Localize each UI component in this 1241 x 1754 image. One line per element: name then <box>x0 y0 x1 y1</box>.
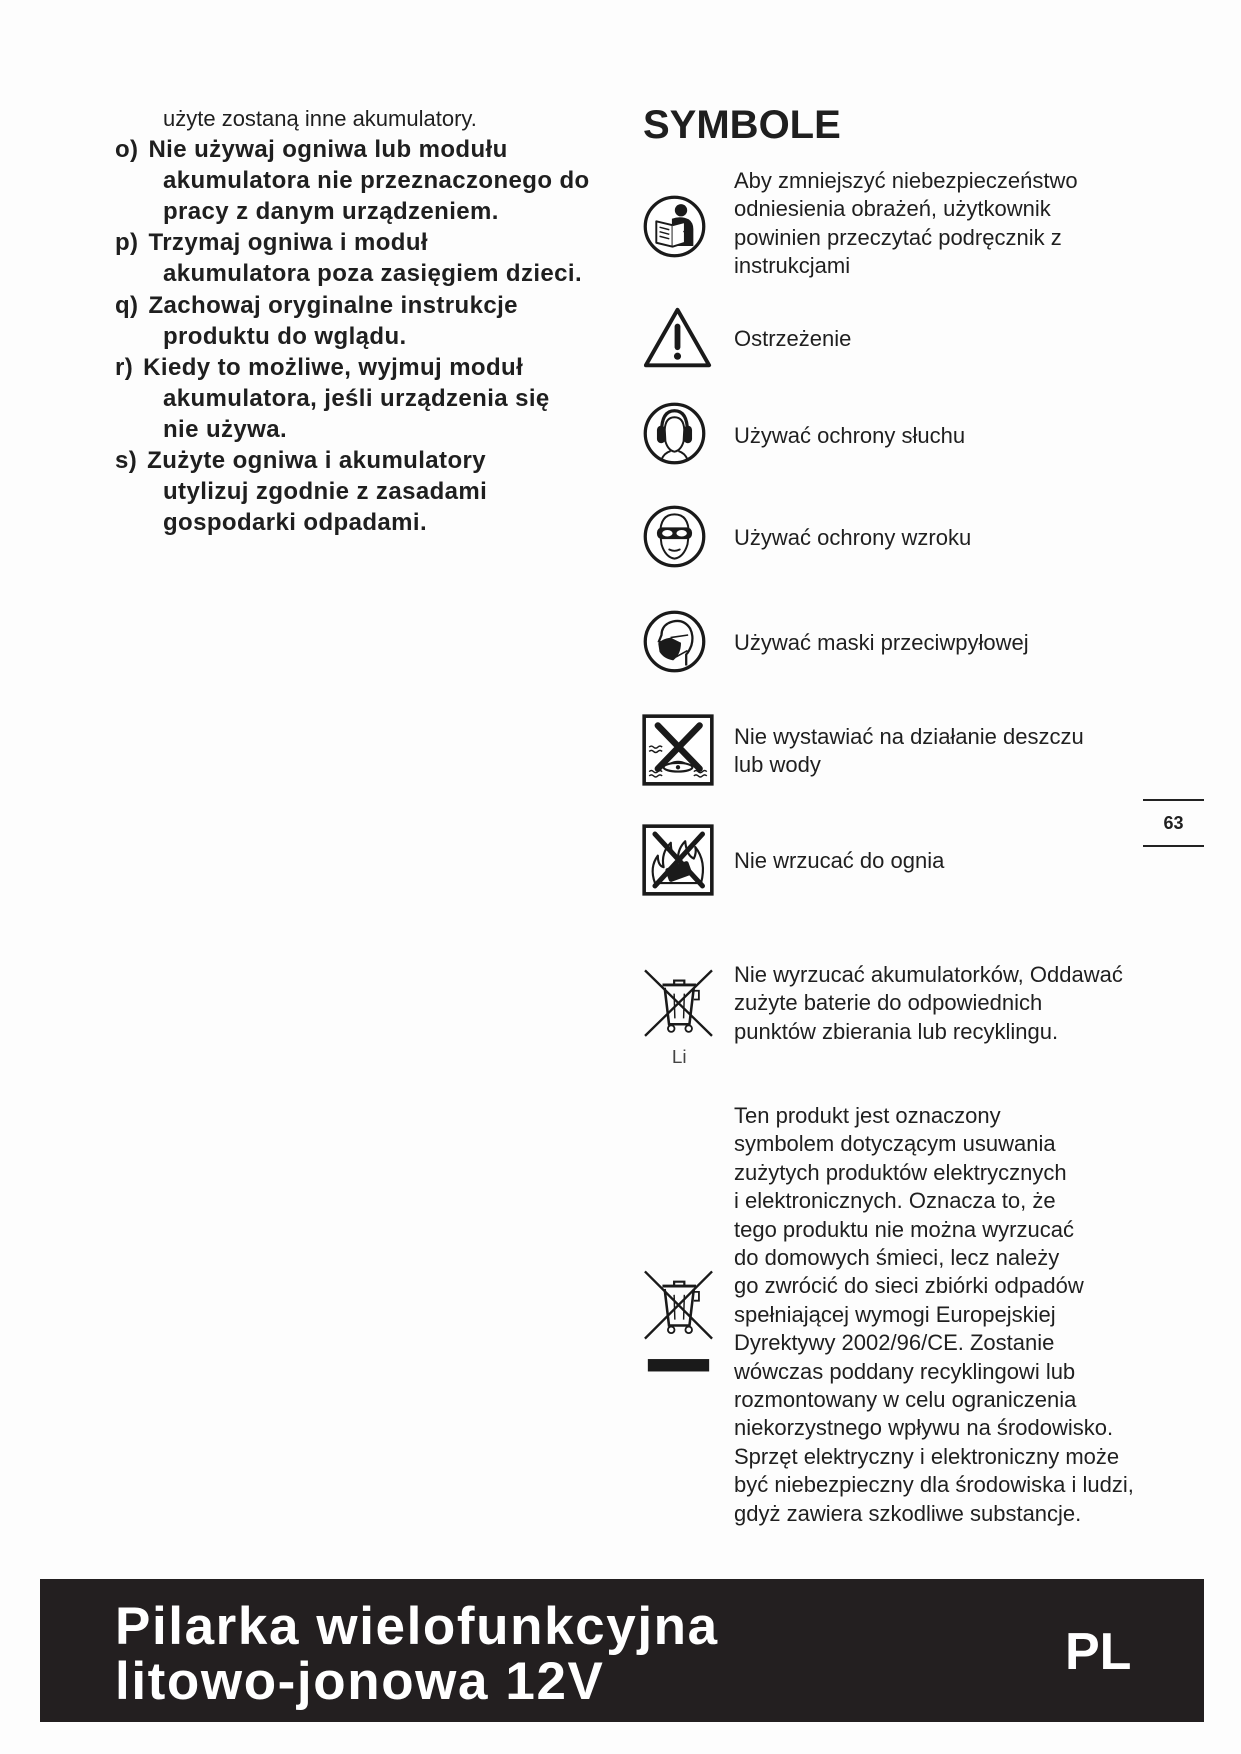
read-manual-icon <box>642 194 707 259</box>
list-item-text: produktu do wglądu. <box>163 322 407 350</box>
description-line: Nie wrzucać do ognia <box>734 848 945 873</box>
description-line: niekorzystnego wpływu na środowisko. <box>734 1415 1114 1441</box>
list-item-first-line <box>115 445 625 476</box>
list-item-first-line <box>115 290 625 321</box>
language-code: PL <box>1065 1623 1132 1681</box>
list-item-text: Zachowaj oryginalne instrukcje <box>148 291 518 319</box>
symbol-description <box>734 961 1123 1046</box>
description-line: Ten produkt jest oznaczony <box>734 1103 1001 1128</box>
symbol-description <box>734 629 1029 657</box>
list-marker: r) <box>115 353 134 381</box>
warning-icon <box>642 305 713 370</box>
symbol-description <box>734 325 851 353</box>
list-item-text: Nie używaj ogniwa lub modułu <box>148 136 508 164</box>
list-item-text: Trzymaj ogniwa i moduł <box>148 229 428 257</box>
description-line: być niebezpieczny dla środowiska i ludzi, <box>734 1472 1134 1498</box>
list-item-first-line <box>115 352 625 383</box>
list-item-first-line <box>115 134 625 165</box>
symbol-description <box>734 167 1078 281</box>
symbol-description <box>734 1102 1134 1528</box>
description-line: gdyż zawiera szkodliwe substancje. <box>734 1500 1082 1526</box>
description-line: spełniającej wymogi Europejskiej <box>734 1301 1056 1327</box>
description-line: punktów zbierania lub recyklingu. <box>734 1018 1059 1044</box>
description-line: Używać ochrony słuchu <box>734 423 966 448</box>
description-line: instrukcjami <box>734 253 851 279</box>
product-title-line: Pilarka wielofunkcyjna <box>115 1597 719 1656</box>
list-item-p <box>115 227 625 289</box>
description-line: tego produktu nie można wyrzucać <box>734 1216 1074 1242</box>
list-item-first-line <box>115 227 625 258</box>
description-line: Używać maski przeciwpyłowej <box>734 630 1029 655</box>
product-title-line: litowo-jonowa 12V <box>115 1652 605 1711</box>
description-line: go zwrócić do sieci zbiórki odpadów <box>734 1273 1084 1299</box>
symbol-description <box>734 524 971 552</box>
description-line: Aby zmniejszyć niebezpieczeństwo <box>734 168 1078 193</box>
description-line: do domowych śmieci, lecz należy <box>734 1245 1060 1271</box>
description-line: i elektronicznych. Oznacza to, że <box>734 1188 1056 1214</box>
description-line: Dyrektywy 2002/96/CE. Zostanie <box>734 1330 1055 1356</box>
description-line: odniesienia obrażeń, użytkownik <box>734 196 1051 222</box>
list-item-s <box>115 445 625 538</box>
list-item-text: pracy z danym urządzeniem. <box>163 198 499 226</box>
list-marker: q) <box>115 291 139 319</box>
product-title <box>115 1599 719 1709</box>
continued-text-line: użyte zostaną inne akumulatory. <box>163 106 477 131</box>
description-line: rozmontowany w celu ograniczenia <box>734 1387 1077 1413</box>
description-line: zużytych produktów elektrycznych <box>734 1159 1067 1185</box>
no-rain-icon <box>642 714 714 786</box>
description-line: Nie wyrzucać akumulatorków, Oddawać <box>734 962 1123 987</box>
lithium-label: Li <box>671 1046 687 1065</box>
list-marker: o) <box>115 136 139 164</box>
symbols-heading: SYMBOLE <box>643 103 841 147</box>
description-line: lub wody <box>734 752 821 778</box>
crossed-bin-weee-icon <box>642 1267 715 1373</box>
list-item-o <box>115 134 625 227</box>
list-item-text: gospodarki odpadami. <box>163 509 428 537</box>
list-item-text: akumulatora nie przeznaczonego do <box>163 167 590 195</box>
list-item-r <box>115 352 625 445</box>
symbol-description <box>734 723 1084 780</box>
page-number: 63 <box>1143 799 1204 847</box>
symbol-description <box>734 422 965 450</box>
crossed-bin-battery-icon <box>642 966 715 1065</box>
list-item-text: akumulatora, jeśli urządzenia się <box>163 384 550 412</box>
description-line: wówczas poddany recyklingowi lub <box>734 1358 1076 1384</box>
list-item-text: nie używa. <box>163 415 288 443</box>
description-line: Nie wystawiać na działanie deszczu <box>734 724 1084 749</box>
list-item-text: utylizuj zgodnie z zasadami <box>163 478 488 506</box>
battery-safety-list <box>115 103 625 538</box>
description-line: Ostrzeżenie <box>734 326 852 351</box>
list-marker: s) <box>115 447 138 475</box>
list-item-q <box>115 290 625 352</box>
no-fire-icon <box>642 824 714 896</box>
description-line: Sprzęt elektryczny i elektroniczny może <box>734 1443 1120 1469</box>
list-item-text: Kiedy to możliwe, wyjmuj moduł <box>143 353 524 381</box>
description-line: powinien przeczytać podręcznik z <box>734 224 1062 250</box>
hearing-protection-icon <box>642 401 707 466</box>
dust-mask-icon <box>642 609 707 674</box>
description-line: Używać ochrony wzroku <box>734 525 972 550</box>
description-line: symbolem dotyczącym usuwania <box>734 1131 1056 1157</box>
eye-protection-icon <box>642 504 707 569</box>
symbol-description <box>734 847 944 875</box>
list-marker: p) <box>115 229 139 257</box>
list-item-text: akumulatora poza zasięgiem dzieci. <box>163 260 583 288</box>
description-line: zużyte baterie do odpowiednich <box>734 990 1043 1016</box>
footer-banner <box>40 1579 1204 1722</box>
list-item-text: Zużyte ogniwa i akumulatory <box>147 447 486 475</box>
